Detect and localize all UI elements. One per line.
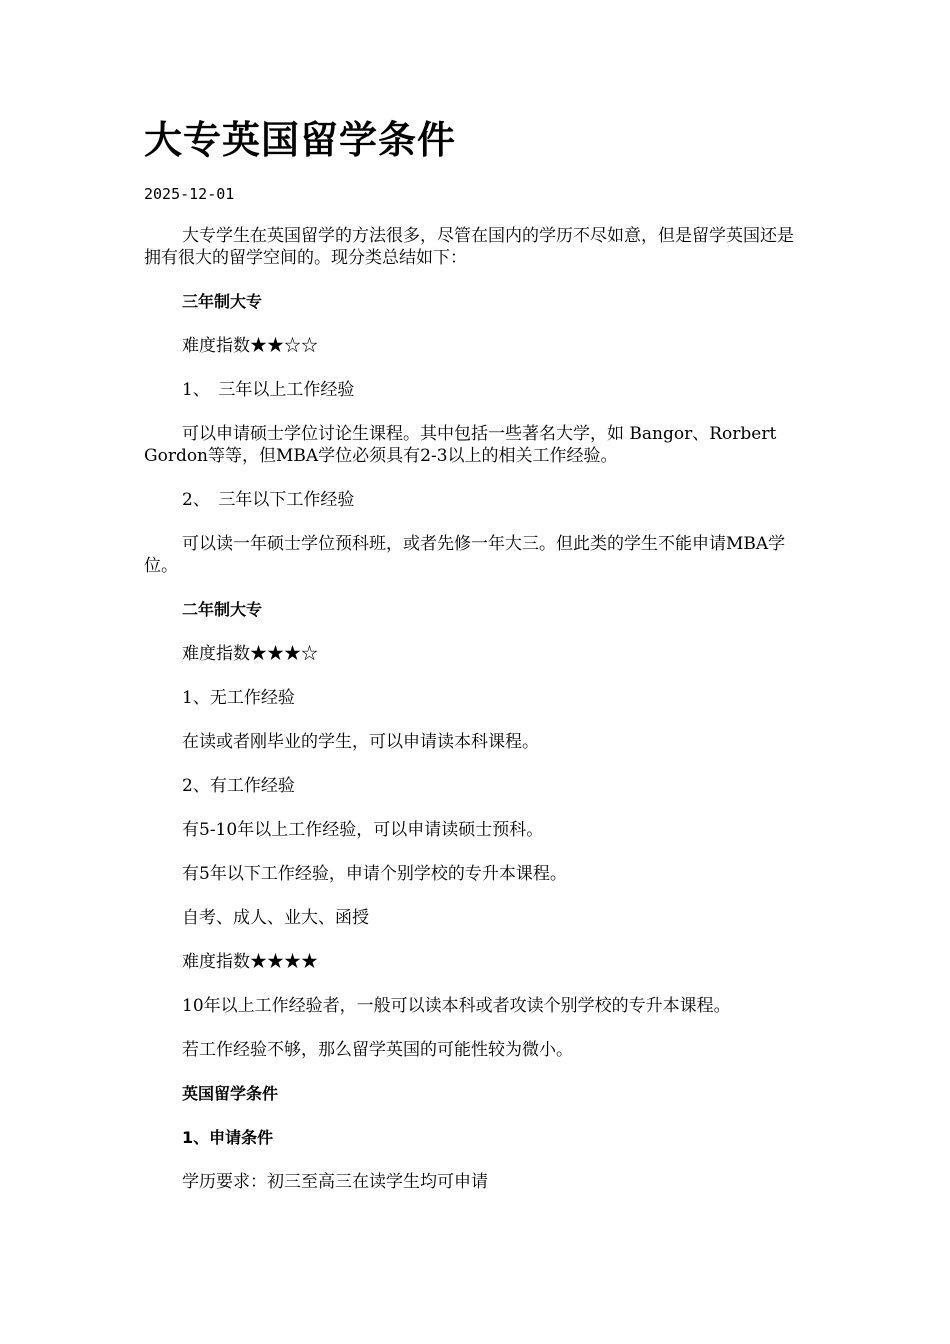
paragraph: 可以读一年硕士学位预科班，或者先修一年大三。但此类的学生不能申请MBA学位。 [144, 534, 786, 576]
paragraph: 若工作经验不够，那么留学英国的可能性较为微小。 [182, 1040, 573, 1060]
difficulty-index: 难度指数★★★☆ [182, 644, 318, 664]
section-heading-uk-conditions: 英国留学条件 [182, 1084, 279, 1103]
document-date: 2025-12-01 [144, 185, 235, 203]
list-item: 1、 三年以上工作经验 [182, 380, 355, 400]
difficulty-index: 难度指数★★☆☆ [182, 336, 318, 356]
list-item: 2、有工作经验 [182, 776, 295, 796]
paragraph: 自考、成人、业大、函授 [182, 908, 369, 928]
paragraph: 学历要求：初三至高三在读学生均可申请 [182, 1172, 488, 1192]
list-item: 1、无工作经验 [182, 688, 295, 708]
document-title: 大专英国留学条件 [144, 118, 457, 162]
paragraph: 在读或者刚毕业的学生，可以申请读本科课程。 [182, 732, 539, 752]
paragraph-intro: 大专学生在英国留学的方法很多，尽管在国内的学历不尽如意，但是留学英国还是拥有很大的留学空间的。现分类总结如下： [144, 226, 794, 268]
subsection-heading-application: 1、申请条件 [182, 1128, 274, 1147]
section-heading-three-year: 三年制大专 [182, 292, 263, 311]
paragraph: 可以申请硕士学位讨论生课程。其中包括一些著名大学，如 Bangor、Rorbert Gordon等等，但MBA学位必须具有2-3以上的相关工作经验。 [144, 424, 777, 466]
paragraph: 有5-10年以上工作经验，可以申请读硕士预科。 [182, 820, 544, 840]
difficulty-index: 难度指数★★★★ [182, 952, 318, 972]
paragraph: 10年以上工作经验者，一般可以读本科或者攻读个别学校的专升本课程。 [182, 996, 731, 1016]
section-heading-two-year: 二年制大专 [182, 600, 263, 619]
list-item: 2、 三年以下工作经验 [182, 490, 355, 510]
paragraph: 有5年以下工作经验，申请个别学校的专升本课程。 [182, 864, 567, 884]
document-page [144, 112, 806, 1193]
